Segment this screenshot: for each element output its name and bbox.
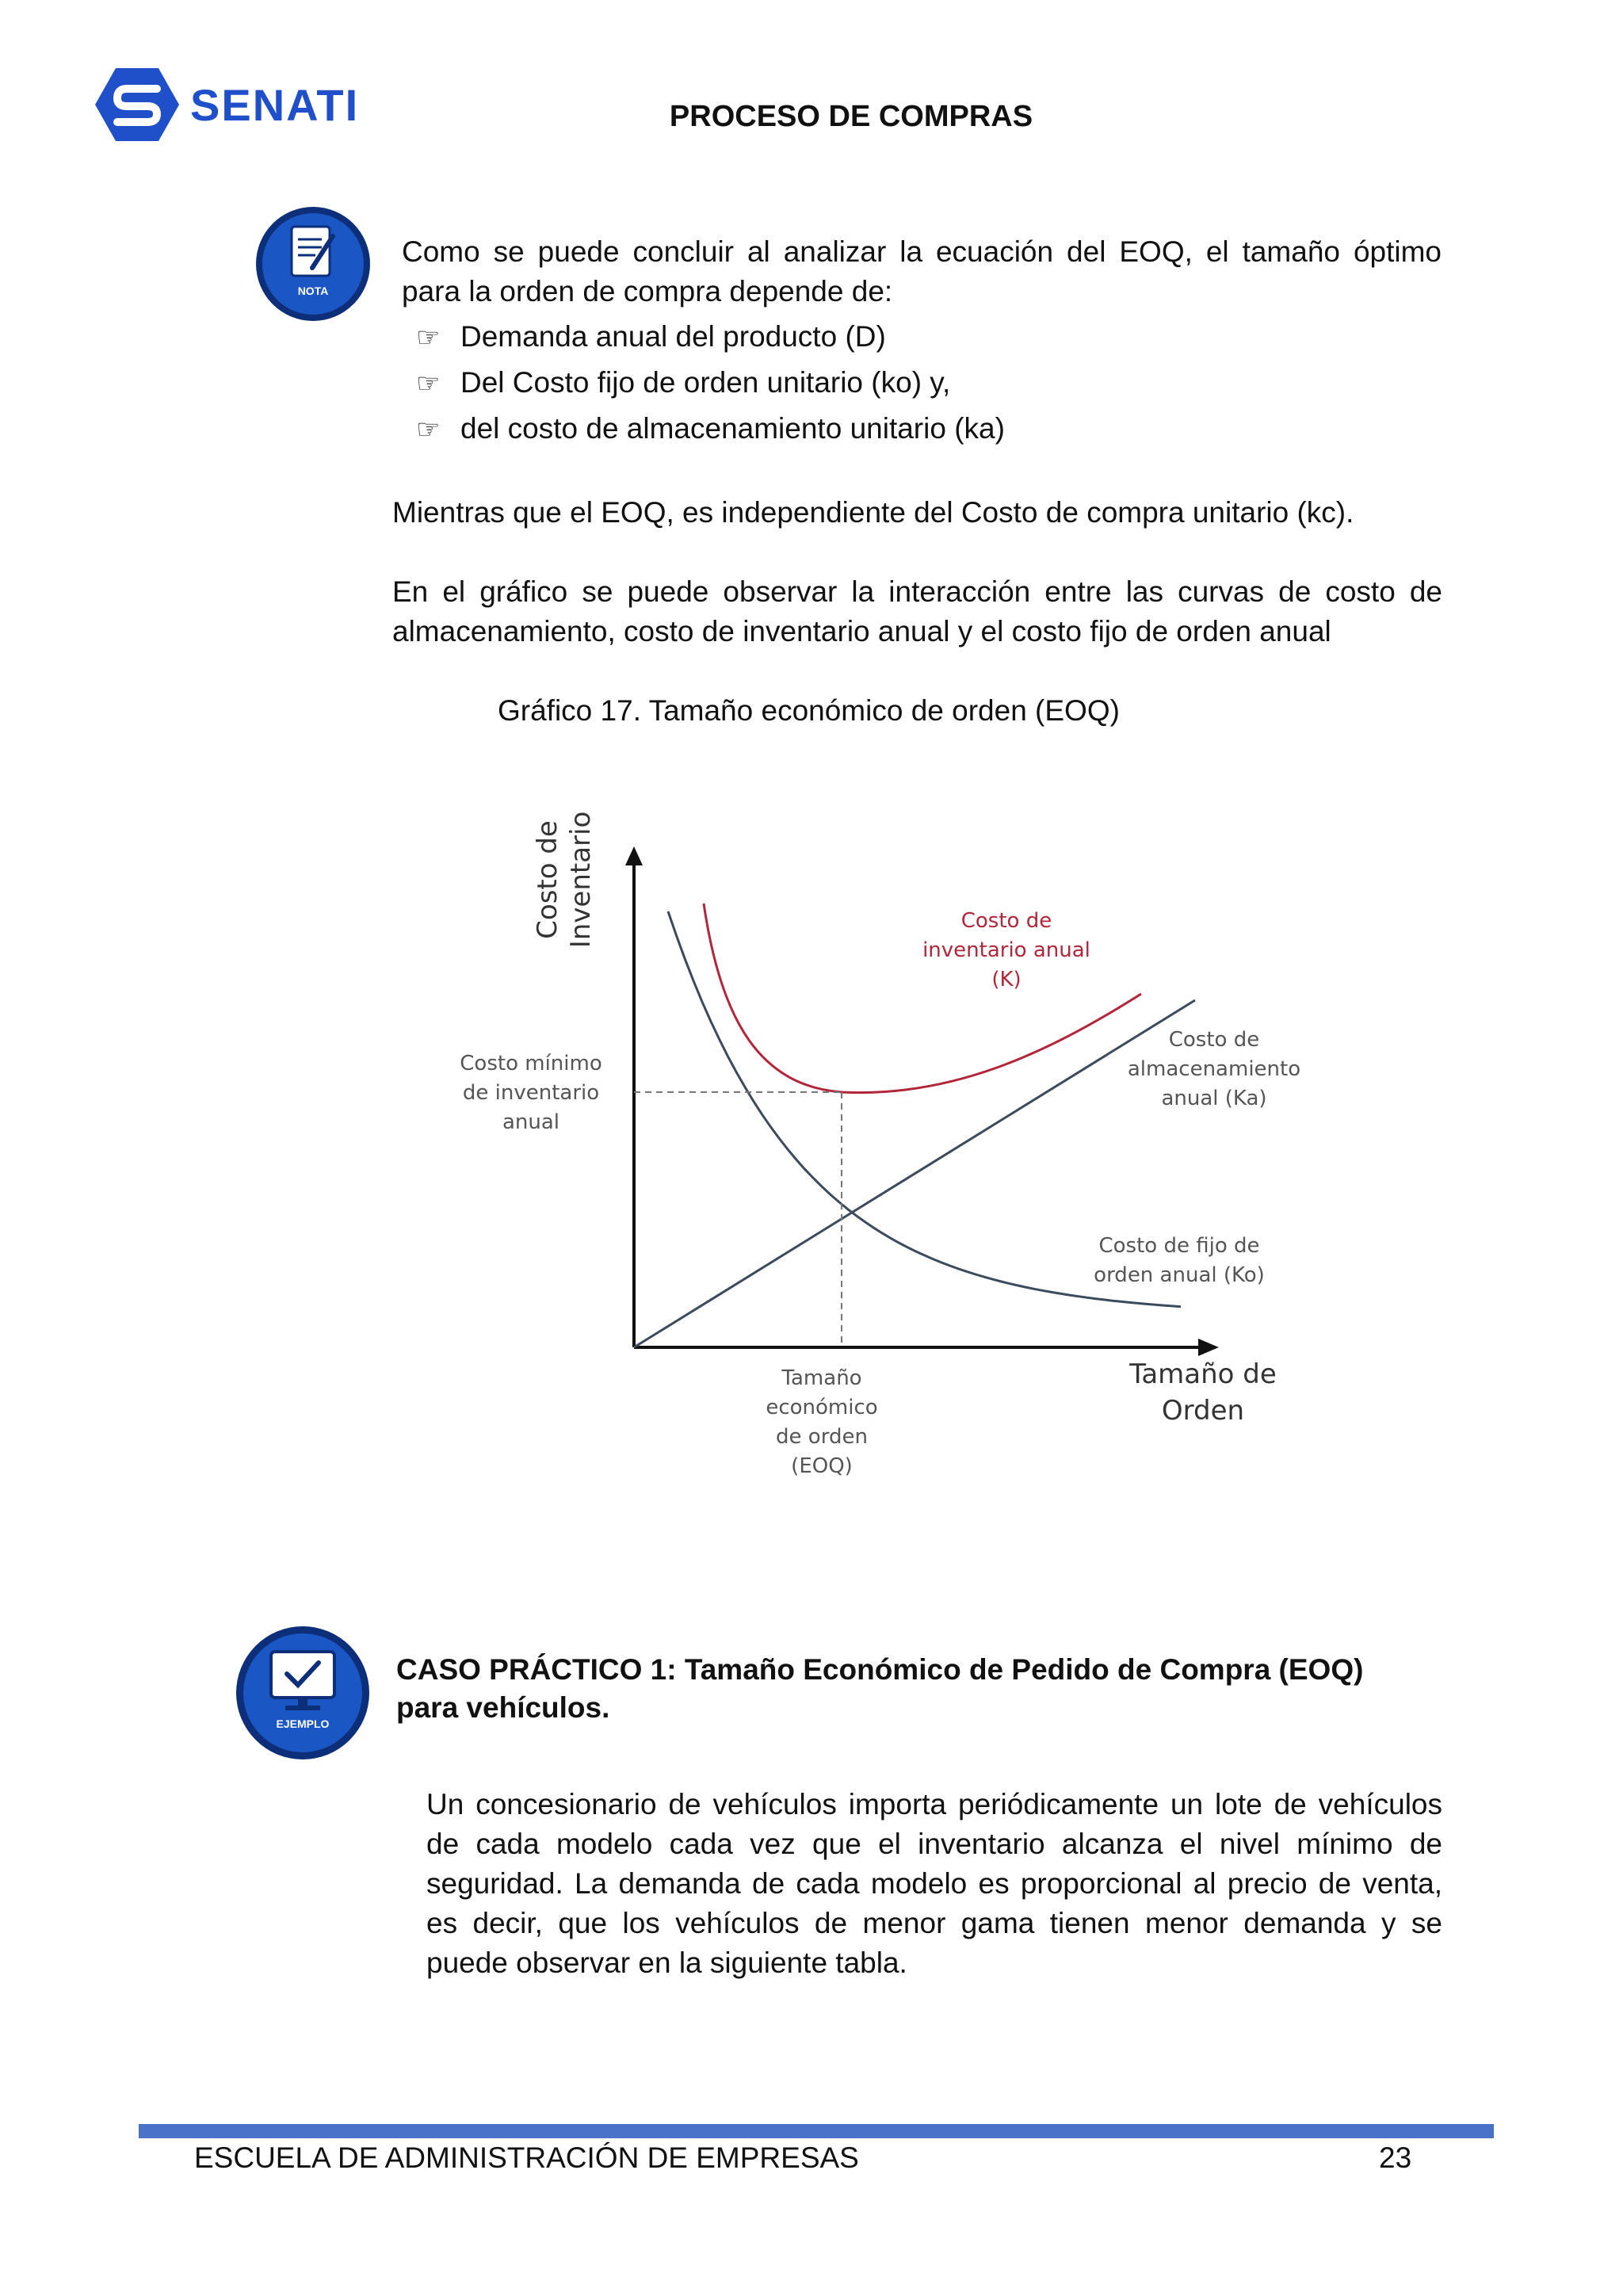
case-title bbox=[396, 1651, 1450, 1727]
pointing-hand-icon: ☞ bbox=[416, 369, 441, 399]
paragraph-independent: Mientras que el EOQ, es independiente del Costo de compra unitario (kc). bbox=[392, 496, 1354, 529]
annotation-eoq: Tamaño económico de orden (EOQ) bbox=[766, 1366, 878, 1478]
x-axis-label: Tamaño de Orden bbox=[1129, 1358, 1277, 1427]
eoq-chart bbox=[444, 793, 1331, 1522]
x-axis-arrow bbox=[1198, 1339, 1219, 1356]
series-line-inventario-anual bbox=[704, 904, 1141, 1093]
case-body: Un concesionario de vehículos importa periódicamente un lote de vehículos de cada modelo cada vez que el inventario alcanza el nivel mínimo de seguridad. La demanda de cada modelo es proporcional al precio de venta, es decir, que los vehículos de menor gama tienen menor demanda y se puede observar en la siguiente tabla. bbox=[426, 1788, 1442, 1979]
series-label-inventario-anual: Costo de inventario anual (K) bbox=[922, 909, 1090, 991]
bullet-text: Del Costo fijo de orden unitario (ko) y, bbox=[460, 366, 951, 399]
y-axis-label: Costo deInventario bbox=[532, 811, 597, 949]
case-title-line-2: para vehículos. bbox=[396, 1691, 610, 1724]
footer-school: ESCUELA DE ADMINISTRACIÓN DE EMPRESAS bbox=[194, 2141, 859, 2174]
series-label-almacenamiento: Costo de almacenamiento anual (Ka) bbox=[1127, 1028, 1301, 1110]
bullet-text: Demanda anual del producto (D) bbox=[460, 320, 886, 353]
note-intro: Como se puede concluir al analizar la ecuación del EOQ, el tamaño óptimo para la orden de compra depende de: bbox=[402, 235, 1442, 308]
monitor-check-icon bbox=[235, 1625, 371, 1761]
ejemplo-badge bbox=[235, 1625, 371, 1765]
pointing-hand-icon: ☞ bbox=[416, 415, 441, 445]
case-title-line-1: CASO PRÁCTICO 1: Tamaño Económico de Pedido de Compra (EOQ) bbox=[396, 1653, 1364, 1686]
footer-bar bbox=[139, 2124, 1494, 2138]
series-line-almacenamiento bbox=[634, 1000, 1195, 1347]
figure-caption: Gráfico 17. Tamaño económico de orden (EOQ) bbox=[498, 694, 1120, 727]
bullet-item bbox=[416, 363, 950, 403]
ejemplo-badge-label: EJEMPLO bbox=[276, 1717, 330, 1730]
page-title: PROCESO DE COMPRAS bbox=[669, 100, 1033, 133]
bullet-text: del costo de almacenamiento unitario (ka) bbox=[460, 412, 1005, 445]
nota-badge-label: NOTA bbox=[297, 285, 329, 297]
bullet-item bbox=[416, 317, 886, 357]
y-axis-arrow bbox=[625, 846, 643, 865]
page-number: 23 bbox=[1379, 2141, 1412, 2174]
note-document-icon bbox=[254, 204, 372, 323]
bullet-item bbox=[416, 409, 1005, 449]
annotation-min-cost: Costo mínimo de inventario anual bbox=[460, 1052, 602, 1134]
logo-text: SENATI bbox=[190, 80, 360, 130]
nota-badge bbox=[254, 204, 372, 327]
pointing-hand-icon: ☞ bbox=[416, 323, 441, 353]
paragraph-interaction: En el gráfico se puede observar la interacción entre las curvas de costo de almacenamiento, costo de inventario anual y el costo fijo de orden anual bbox=[392, 575, 1442, 648]
series-label-costo-fijo: Costo de fijo de orden anual (Ko) bbox=[1094, 1234, 1265, 1287]
